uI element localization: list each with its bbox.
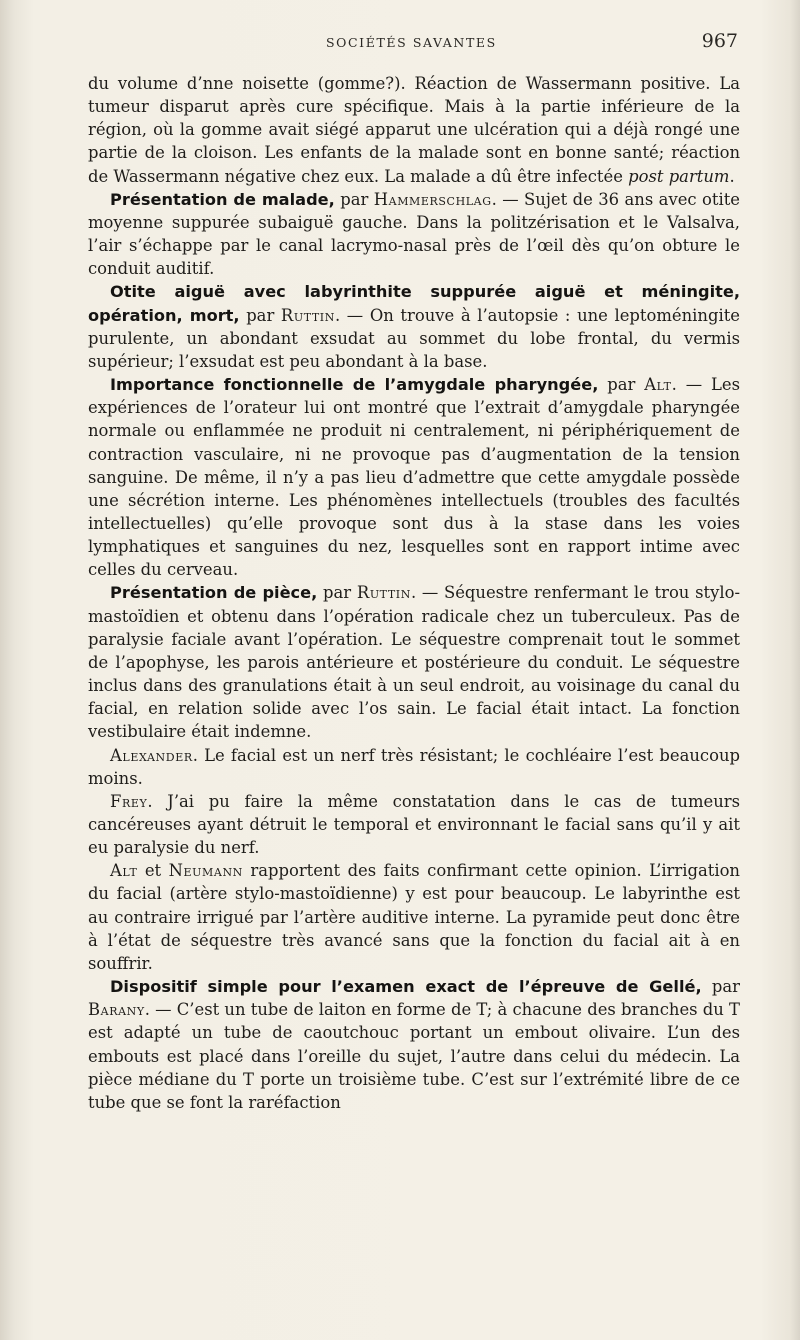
section-title: Dispositif simple pour l’examen exact de l’épreuve de Gellé, bbox=[110, 977, 702, 997]
running-head bbox=[90, 30, 740, 58]
and-text: et bbox=[137, 861, 169, 881]
author-name: Ruttin bbox=[356, 583, 411, 603]
author-name: Barany bbox=[88, 1000, 145, 1020]
section-title: Présentation de malade, bbox=[110, 189, 335, 209]
paragraph-text: rapportent des faits confirmant cette opinion. L’irrigation du facial (artère stylo-mastoïdienne) y est pour beaucoup. Le labyrinthe est au contraire irrigué par l’artère auditive interne. La pyramide peut donc être à l’état de séquestre très avancé sans que la fonction du facial ait à en souffrir. bbox=[88, 861, 740, 973]
section-title: Otite aiguë avec labyrinthite suppurée aiguë et méningite, opération, mort, bbox=[88, 282, 740, 325]
paragraph-otite-aigue bbox=[88, 280, 740, 373]
paragraph-frey bbox=[88, 790, 740, 859]
author-name: Alexander bbox=[110, 745, 193, 765]
paragraph-alt-neumann bbox=[88, 859, 740, 975]
section-title: Importance fonctionnelle de l’amygdale pharyngée, bbox=[110, 375, 599, 395]
author-name: Alt bbox=[644, 375, 672, 395]
section-title: Présentation de pièce, bbox=[110, 583, 318, 603]
paragraph-end: . bbox=[729, 166, 735, 186]
author-name: Alt bbox=[110, 861, 138, 881]
paragraph-text: . — Séquestre renfermant le trou stylo-mastoïdien et obtenu dans l’opération radicale chez un tuberculeux. Pas de paralysie faciale avant l’opération. Le séquestre comprenait tout le sommet de l’apophyse, les parois antérieure et postérieure du conduit. Le séquestre inclus dans des granulations était à un seul endroit, au voisinage du canal du facial, en relation solide avec l’os sain. Le facial était intact. La fonction vestibulaire était indemne. bbox=[88, 583, 741, 742]
author-name: Frey bbox=[110, 791, 148, 811]
paragraph-text: du volume d’nne noisette (gomme?). Réaction de Wassermann positive. La tumeur disparut après cure spécifique. Mais à la partie inférieure de la région, où la gomme avait siégé apparut une ulcération qui a déjà rongé une partie de la cloison. Les enfants de la malade sont en bonne santé; réaction de Wassermann négative chez eux. La malade a dû être infectée bbox=[88, 74, 740, 186]
paragraph-text: . — C’est un tube de laiton en forme de T; à chacune des branches du T est adapté un tube de caoutchouc portant un embout olivaire. L’un des embouts est placé dans l’oreille du sujet, l’autre dans celui du médecin. La pièce médiane du T porte un troisième tube. C’est sur l’extrémité libre de ce tube que se font la raréfaction bbox=[88, 1000, 740, 1112]
by-text: par bbox=[598, 375, 645, 395]
page-edge-shadow bbox=[790, 0, 800, 1340]
paragraph-amygdale bbox=[88, 373, 740, 581]
paragraph-presentation-piece bbox=[88, 581, 740, 743]
paragraph-text: . — Sujet de 36 ans avec otite moyenne suppurée subaiguë gauche. Dans la politzérisation et le Valsalva, l’air s’échappe par le canal lacrymo-nasal près de l’œil dès qu’on obture le conduit auditif. bbox=[88, 189, 740, 279]
paragraph-text: . — Les expériences de l’orateur lui ont montré que l’extrait d’amygdale pharyngée normale ou enflammée ne produit ni centralement, ni périphériquement de contraction vasculaire, ni ne provoque pas d’augmentation de la tension sanguine. De même, il n’y a pas lieu d’admettre que cette amygdale possède une sécrétion interne. Les phénomènes intellectuels (troubles des facultés intellectuelles) qu’elle provoque sont dus à la stase dans les voies lymphatiques et sanguines du nez, lesquelles sont en rapport intime avec celles du cerveau. bbox=[88, 375, 740, 580]
paragraph-presentation-malade bbox=[88, 188, 740, 281]
paragraph-text: . J’ai pu faire la même constatation dans le cas de tumeurs cancéreuses ayant détruit le temporal et environnant le facial sans qu’il y ait eu paralysie du nerf. bbox=[88, 791, 740, 858]
author-name: Hammerschlag bbox=[373, 189, 492, 209]
paragraph-alexander bbox=[88, 744, 740, 790]
by-text: par bbox=[334, 189, 374, 209]
paragraph-text: . Le facial est un nerf très résistant; le cochléaire l’est beaucoup moins. bbox=[88, 745, 740, 788]
paragraph-dispositif bbox=[88, 975, 740, 1114]
page-number: 967 bbox=[701, 30, 738, 52]
author-name: Ruttin bbox=[280, 305, 335, 325]
running-head-title: SOCIÉTÉS SAVANTES bbox=[326, 35, 497, 50]
paragraph-continuation bbox=[88, 72, 740, 188]
by-text: par bbox=[239, 305, 281, 325]
by-text: par bbox=[701, 977, 740, 997]
italic-phrase: post partum bbox=[628, 166, 730, 186]
paragraph-text: . — On trouve à l’autopsie : une leptoméningite purulente, un abondant exsudat au sommet du lobe frontal, du vermis supérieur; l’exsudat est peu abondant à la base. bbox=[88, 305, 740, 371]
author-name: Neumann bbox=[168, 861, 243, 881]
article-text bbox=[88, 72, 740, 1114]
by-text: par bbox=[317, 583, 357, 603]
